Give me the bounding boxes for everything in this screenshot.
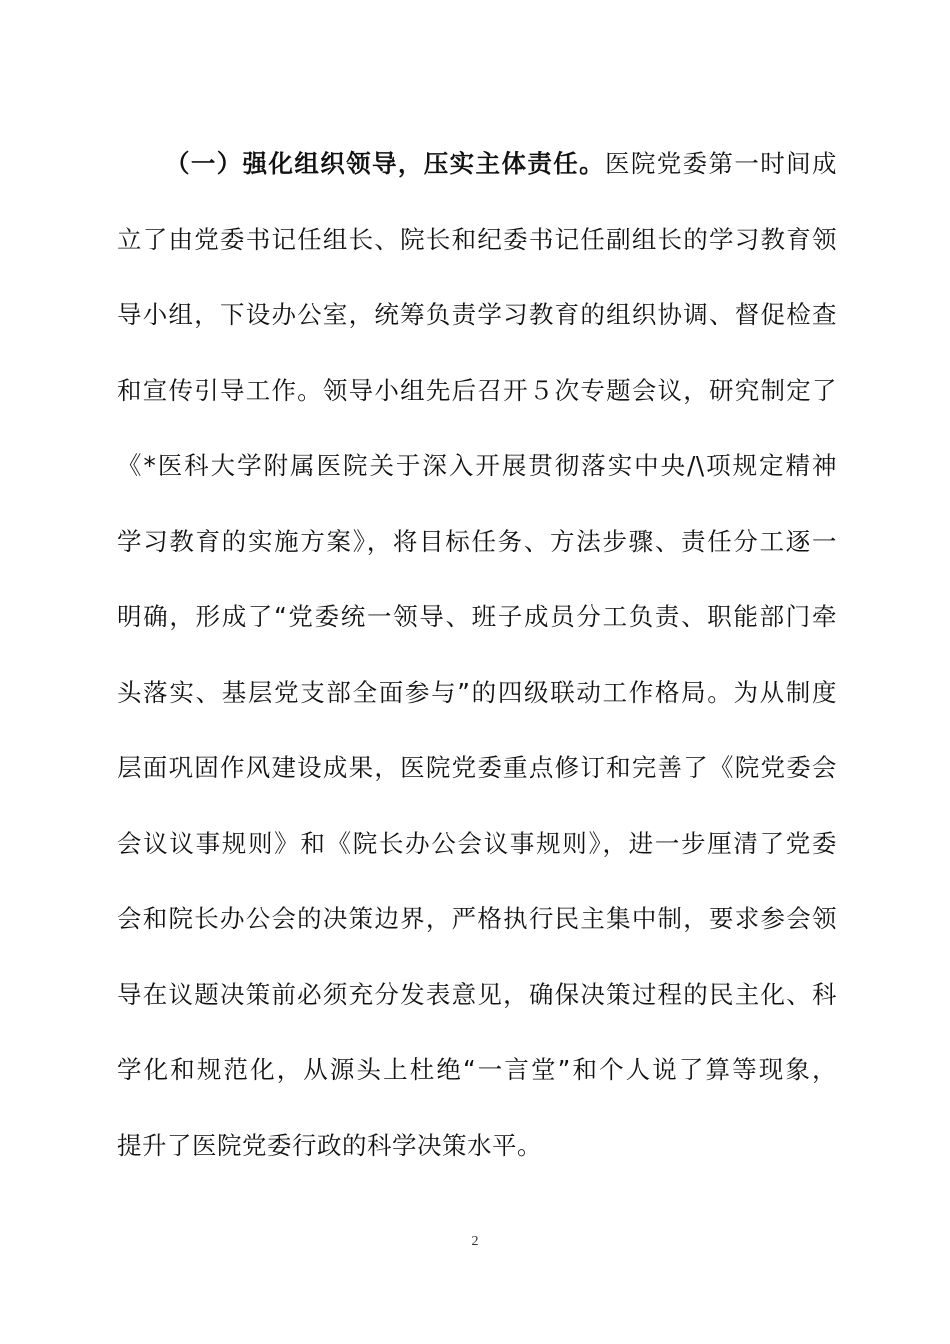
paragraph-line: 导小组，下设办公室，统筹负责学习教育的组织协调、督促检查: [117, 300, 837, 329]
paragraph-line: 学习教育的实施方案》，将目标任务、方法步骤、责任分工逐一: [117, 526, 837, 556]
paragraph-line: 导在议题决策前必须充分发表意见，确保决策过程的民主化、科: [117, 979, 837, 1009]
paragraph-line: 会议议事规则》和《院长办公会议事规则》，进一步厘清了党委: [117, 828, 837, 858]
paragraph-line-text: 医院党委第一时间成: [604, 149, 838, 178]
page-number: 2: [471, 1234, 479, 1249]
paragraph-line: 提升了医院党委行政的科学决策水平。: [117, 1130, 542, 1160]
section-heading: （一）强化组织领导，压实主体责任。: [165, 149, 605, 178]
paragraph-line: 明确，形成了“党委统一领导、班子成员分工负责、职能部门牵: [117, 602, 837, 631]
paragraph-line: 层面巩固作风建设成果，医院党委重点修订和完善了《院党委会: [117, 753, 837, 782]
paragraph-line: 会和院长办公会的决策边界，严格执行民主集中制，要求参会领: [117, 904, 837, 933]
paragraph-line: [117, 138, 837, 214]
paragraph-line: 立了由党委书记任组长、院长和纪委书记任副组长的学习教育领: [117, 224, 837, 254]
paragraph-line: 学化和规范化，从源头上杜绝“一言堂”和个人说了算等现象，: [117, 1055, 837, 1084]
paragraph-line: 头落实、基层党支部全面参与”的四级联动工作格局。为从制度: [117, 677, 837, 707]
paragraph-line: 和宣传引导工作。领导小组先后召开５次专题会议，研究制定了: [117, 375, 837, 405]
paragraph: [117, 138, 837, 1195]
paragraph-line: 《*医科大学附属医院关于深入开展贯彻落实中央/\项规定精神: [117, 451, 837, 480]
